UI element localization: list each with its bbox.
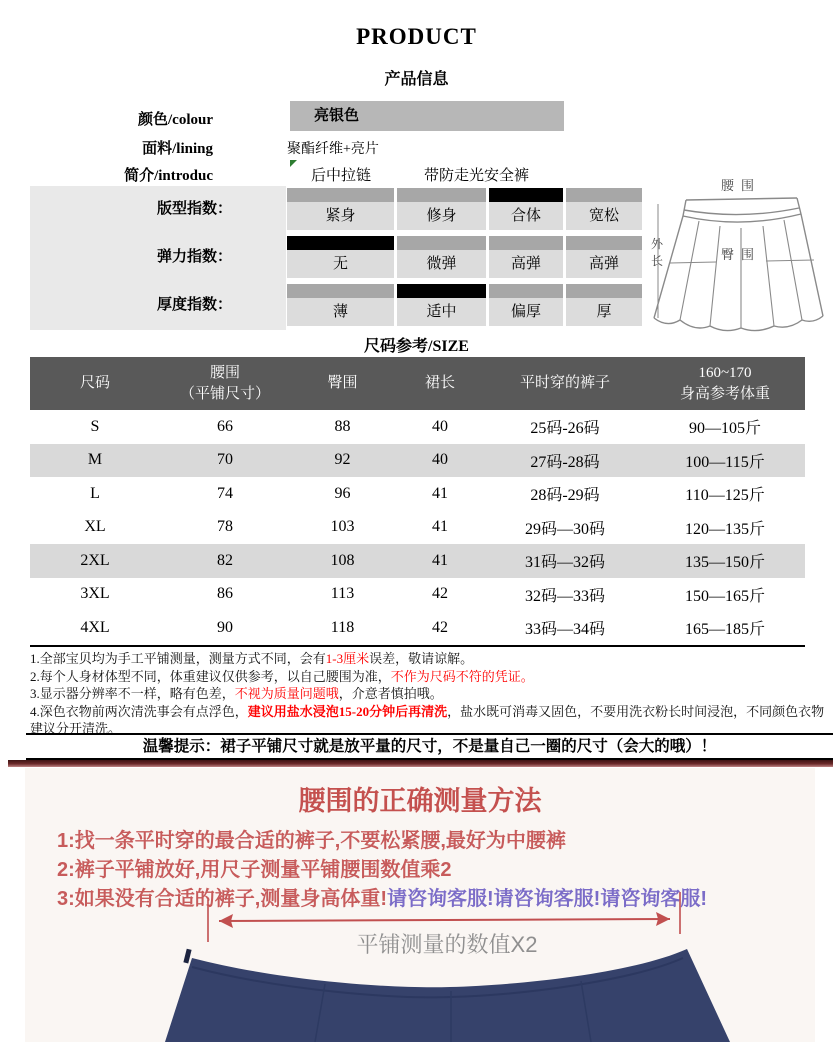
index-rows bbox=[30, 188, 645, 332]
size-cell: XL bbox=[84, 518, 106, 536]
size-cell: 28码-29码 bbox=[530, 487, 600, 505]
size-cell: 41 bbox=[432, 484, 448, 502]
size-cell: 41 bbox=[432, 551, 448, 569]
measure-guide-title: 腰围的正确测量方法 bbox=[298, 786, 542, 816]
intro-value-safety: 带防走光安全裤 bbox=[424, 168, 530, 184]
index-option bbox=[287, 236, 394, 278]
index-option-bar bbox=[287, 284, 394, 298]
index-row-label: 弹力指数： bbox=[156, 249, 232, 265]
index-option-label: 适中 bbox=[397, 298, 486, 326]
size-row bbox=[30, 578, 805, 612]
size-cell: 78 bbox=[217, 518, 233, 536]
size-table-body bbox=[30, 410, 805, 645]
size-cell: S bbox=[90, 417, 100, 435]
column-header: 腰围 （平铺尺寸） bbox=[179, 364, 270, 402]
index-option-label: 无 bbox=[287, 250, 394, 278]
size-cell: 70 bbox=[217, 451, 233, 469]
skirt-photo-shape bbox=[165, 949, 730, 1042]
measure-photo bbox=[25, 887, 815, 1042]
index-option-bar bbox=[287, 188, 394, 202]
index-option-bar-selected bbox=[489, 188, 563, 202]
size-cell: 120—135斤 bbox=[684, 520, 765, 538]
size-cell: 40 bbox=[432, 417, 448, 435]
color-label: 颜色/colour bbox=[138, 112, 213, 128]
measure-step: 3:如果没有合适的裤子,测量身高体重!请咨询客服!请咨询客服!请咨询客服! bbox=[57, 888, 707, 910]
column-header: 尺码 bbox=[79, 375, 110, 391]
note-line: 2.每个人身材体型不同，体重建议仅供参考，以自己腰围为准，不作为尺码不符的凭证。 bbox=[30, 668, 534, 684]
waist-label: 腰围 bbox=[720, 178, 762, 193]
index-option-label: 修身 bbox=[397, 202, 486, 230]
size-cell: 3XL bbox=[80, 585, 110, 603]
index-option bbox=[397, 284, 486, 326]
size-cell: 31码—32码 bbox=[524, 554, 605, 572]
size-table-header bbox=[30, 357, 805, 410]
index-option bbox=[566, 284, 642, 326]
note-line: 1.全部宝贝均为手工平铺测量，测量方式不同，会有1-3厘米误差，敬请谅解。 bbox=[30, 651, 474, 666]
fabric-value: 聚酯纤维+亮片 bbox=[287, 142, 379, 157]
index-option-bar bbox=[489, 236, 563, 250]
column-header: 160~170 身高参考体重 bbox=[679, 364, 770, 402]
measure-step: 2:裤子平铺放好,用尺子测量平铺腰围数值乘2 bbox=[57, 859, 452, 881]
skirt-diagram bbox=[644, 170, 830, 338]
size-cell: 2XL bbox=[80, 551, 110, 569]
size-table bbox=[30, 357, 805, 647]
size-cell: 118 bbox=[330, 618, 355, 636]
notes bbox=[30, 650, 832, 738]
size-cell: 86 bbox=[217, 585, 233, 603]
size-cell: 135—150斤 bbox=[684, 554, 765, 572]
column-header: 裙长 bbox=[424, 375, 455, 391]
outer-length-label: 外长 bbox=[651, 237, 664, 268]
size-cell: 96 bbox=[334, 484, 351, 502]
size-cell: 32码—33码 bbox=[524, 587, 605, 605]
size-row bbox=[30, 410, 805, 444]
size-cell: 103 bbox=[330, 518, 355, 536]
fabric-label: 面料/lining bbox=[142, 141, 213, 157]
size-cell: 25码-26码 bbox=[530, 420, 600, 438]
size-cell: 88 bbox=[334, 417, 351, 435]
size-row bbox=[30, 477, 805, 511]
index-option-bar bbox=[566, 284, 642, 298]
measure-step: 1:找一条平时穿的最合适的裤子,不要松紧腰,最好为中腰裤 bbox=[57, 830, 566, 852]
size-cell: 82 bbox=[217, 551, 233, 569]
column-header: 臀围 bbox=[327, 375, 358, 391]
index-row-label: 版型指数： bbox=[156, 201, 232, 217]
index-option-label: 合体 bbox=[489, 202, 563, 230]
size-cell: M bbox=[87, 451, 103, 469]
index-option-bar-selected bbox=[397, 284, 486, 298]
measure-arrow-label: 平铺测量的数值X2 bbox=[356, 932, 538, 957]
size-cell: 29码—30码 bbox=[524, 520, 605, 538]
page-title: PRODUCT bbox=[356, 24, 477, 49]
size-row bbox=[30, 611, 805, 645]
index-option-label: 薄 bbox=[287, 298, 394, 326]
index-option-label: 高弹 bbox=[489, 250, 563, 278]
size-row bbox=[30, 511, 805, 545]
index-option bbox=[566, 236, 642, 278]
size-cell: 108 bbox=[330, 551, 355, 569]
index-option-label: 厚 bbox=[566, 298, 642, 326]
size-cell: L bbox=[90, 484, 100, 502]
measure-arrow bbox=[219, 919, 670, 921]
index-option bbox=[489, 284, 563, 326]
size-table-title: 尺码参考/SIZE bbox=[364, 338, 469, 355]
measure-guide bbox=[25, 768, 815, 1042]
size-cell: 74 bbox=[217, 484, 233, 502]
size-cell: 113 bbox=[330, 585, 355, 603]
index-option bbox=[489, 188, 563, 230]
intro-value-zipper: 后中拉链 bbox=[311, 168, 372, 184]
index-option-bar bbox=[397, 236, 486, 250]
index-row-label: 厚度指数： bbox=[156, 297, 232, 313]
note-line: 4.深色衣物前两次清洗事会有点浮色，建议用盐水浸泡15-20分钟后再清洗，盐水既可消毒又固色，不要用洗衣粉长时间浸泡，不同颜色衣物建议分开清洗。 bbox=[30, 703, 825, 737]
section-divider bbox=[8, 760, 833, 767]
size-cell: 33码—34码 bbox=[524, 621, 605, 639]
size-cell: 110—125斤 bbox=[685, 487, 765, 505]
color-value: 亮银色 bbox=[290, 101, 564, 131]
index-option bbox=[287, 284, 394, 326]
index-option-label: 偏厚 bbox=[489, 298, 563, 326]
index-option bbox=[397, 236, 486, 278]
size-cell: 150—165斤 bbox=[684, 587, 765, 605]
hip-label: 臀围 bbox=[720, 247, 762, 262]
index-option-bar bbox=[489, 284, 563, 298]
index-option-bar bbox=[397, 188, 486, 202]
size-cell: 42 bbox=[432, 585, 448, 603]
size-cell: 27码-28码 bbox=[530, 453, 600, 471]
size-cell: 42 bbox=[432, 618, 448, 636]
index-option-label: 宽松 bbox=[566, 202, 642, 230]
index-option bbox=[397, 188, 486, 230]
index-option bbox=[489, 236, 563, 278]
index-option-label: 高弹 bbox=[566, 250, 642, 278]
intro-label: 简介/introduc bbox=[124, 168, 213, 184]
column-header: 平时穿的裤子 bbox=[519, 375, 610, 391]
size-cell: 4XL bbox=[80, 618, 110, 636]
page-subtitle: 产品信息 bbox=[384, 71, 449, 88]
index-option-bar-selected bbox=[287, 236, 394, 250]
cell-comment-marker bbox=[290, 160, 297, 167]
size-cell: 41 bbox=[432, 518, 448, 536]
zipper-pull bbox=[183, 949, 191, 964]
size-cell: 90—105斤 bbox=[688, 420, 761, 438]
index-option-label: 紧身 bbox=[287, 202, 394, 230]
index-option-label: 微弹 bbox=[397, 250, 486, 278]
index-option bbox=[566, 188, 642, 230]
size-cell: 92 bbox=[334, 451, 351, 469]
size-cell: 100—115斤 bbox=[685, 453, 765, 471]
note-line: 3.显示器分辨率不一样，略有色差，不视为质量问题哦，介意者慎拍哦。 bbox=[30, 686, 443, 702]
size-row bbox=[30, 444, 805, 478]
size-row bbox=[30, 544, 805, 578]
index-option-bar bbox=[566, 188, 642, 202]
size-cell: 90 bbox=[217, 618, 233, 636]
size-cell: 66 bbox=[217, 417, 233, 435]
reminder-banner: 温馨提示：裙子平铺尺寸就是放平量的尺寸，不是量自己一圈的尺寸（会大的哦）！ bbox=[26, 733, 833, 760]
size-cell: 165—185斤 bbox=[684, 621, 765, 639]
index-option bbox=[287, 188, 394, 230]
index-option-bar bbox=[566, 236, 642, 250]
size-cell: 40 bbox=[432, 451, 448, 469]
